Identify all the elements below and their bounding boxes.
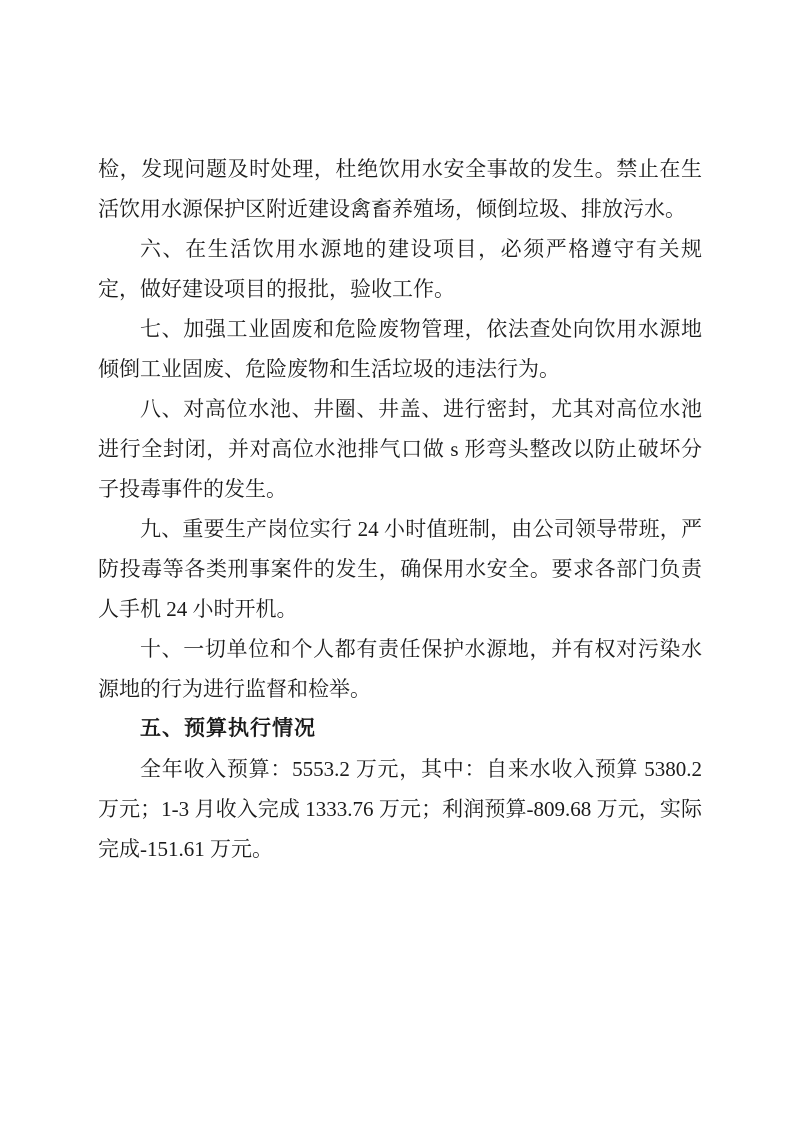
- paragraph-item-10: 十、一切单位和个人都有责任保护水源地，并有权对污染水源地的行为进行监督和检举。: [98, 637, 702, 701]
- section-heading-budget-execution: 五、预算执行情况: [140, 717, 316, 740]
- paragraph-continuation: 检，发现问题及时处理，杜绝饮用水安全事故的发生。禁止在生活饮用水源保护区附近建设禽畜养殖场，倾倒垃圾、排放污水。: [98, 157, 702, 221]
- document-body: [98, 149, 702, 869]
- paragraph-item-7: 七、加强工业固废和危险废物管理，依法查处向饮用水源地倾倒工业固废、危险废物和生活垃圾的违法行为。: [98, 317, 702, 381]
- paragraph-item-8: 八、对高位水池、井圈、井盖、进行密封，尤其对高位水池进行全封闭，并对高位水池排气口做 s 形弯头整改以防止破坏分子投毒事件的发生。: [98, 397, 702, 501]
- paragraph-item-9: 九、重要生产岗位实行 24 小时值班制，由公司领导带班，严防投毒等各类刑事案件的发生，确保用水安全。要求各部门负责人手机 24 小时开机。: [98, 517, 702, 621]
- paragraph-budget-figures: 全年收入预算：5553.2 万元，其中：自来水收入预算 5380.2 万元；1-3 月收入完成 1333.76 万元；利润预算-809.68 万元，实际完成-151.61 万元。: [98, 757, 702, 861]
- paragraph-item-6: 六、在生活饮用水源地的建设项目，必须严格遵守有关规定，做好建设项目的报批，验收工作。: [98, 237, 702, 301]
